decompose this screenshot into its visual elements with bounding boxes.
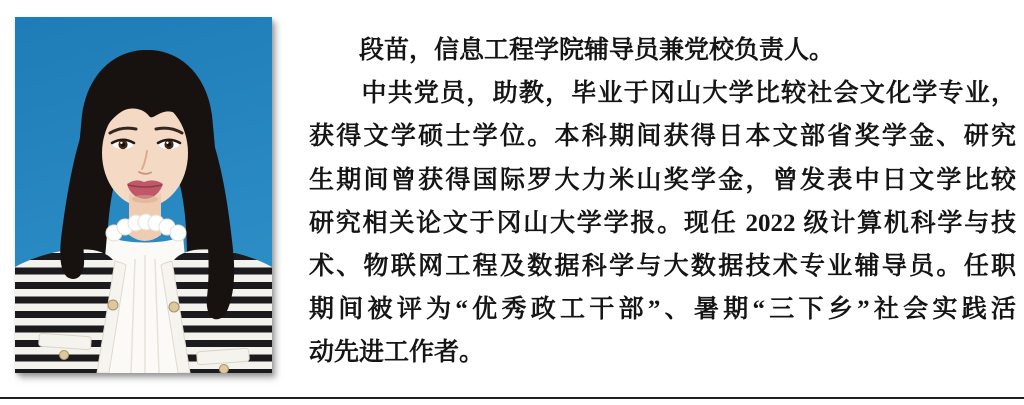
bio-line-6: 术、物联网工程及数据科学与大数据技术专业辅导员。任职	[309, 252, 1016, 280]
bio-line-3: 获得文学硕士学位。本科期间获得日本文部省奖学金、研究	[309, 123, 1016, 151]
bottom-divider	[0, 397, 1024, 399]
chin-shadow	[132, 195, 158, 203]
bio-line-1: 段苗，信息工程学院辅导员兼党校负责人。	[309, 37, 835, 64]
bio-line-8: 动先进工作者。	[309, 339, 485, 367]
bio-line-7: 期间被评为“优秀政工干部”、暑期“三下乡”社会实践活	[309, 296, 1016, 324]
bio-line-5: 研究相关论文于冈山大学学报。现任 2022 级计算机科学与技	[309, 209, 1016, 237]
bio-line-4: 生期间曾获得国际罗大力米山奖学金，曾发表中日文学比较	[309, 166, 1016, 194]
portrait-illustration	[15, 17, 272, 373]
bio-text	[309, 29, 1016, 375]
bio-line-2: 中共党员，助教，毕业于冈山大学比较社会文化学专业，	[309, 80, 1016, 108]
button-left	[108, 300, 118, 310]
button-right	[169, 302, 179, 312]
portrait-photo	[15, 17, 272, 373]
